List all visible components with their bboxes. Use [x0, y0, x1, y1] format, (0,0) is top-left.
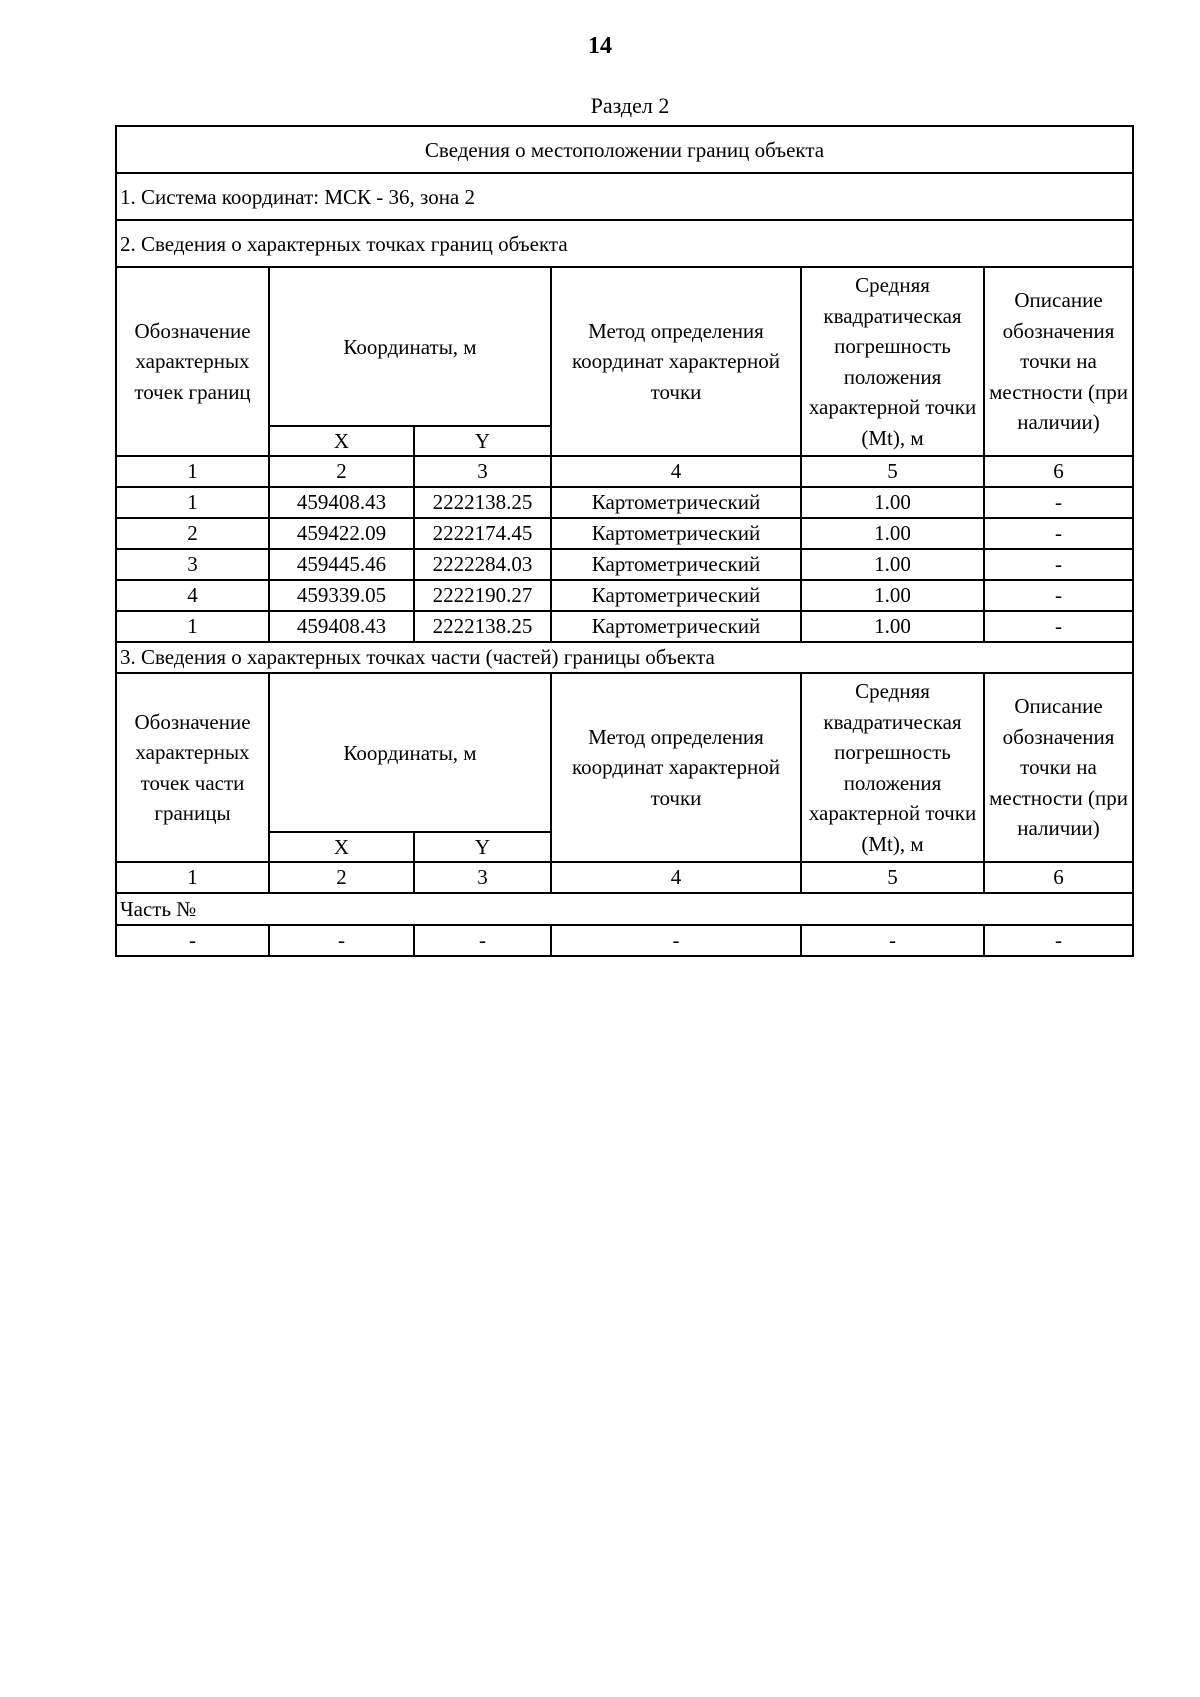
column-number: 2	[269, 862, 414, 893]
point-id: 1	[116, 487, 269, 518]
column-number: 6	[984, 862, 1133, 893]
x-coordinate: 459408.43	[269, 611, 414, 642]
x-coordinate: 459408.43	[269, 487, 414, 518]
column-numbers-row	[116, 456, 1133, 487]
method: Картометрический	[551, 549, 801, 580]
point-id: 4	[116, 580, 269, 611]
part-cell: -	[269, 925, 414, 956]
section2-title: 2. Сведения о характерных точках границ объекта	[116, 220, 1133, 267]
mt-error: 1.00	[801, 487, 984, 518]
part-column-numbers-row	[116, 862, 1133, 893]
point-id: 2	[116, 518, 269, 549]
column-number: 1	[116, 456, 269, 487]
y-coordinate: 2222138.25	[414, 611, 551, 642]
point-description: -	[984, 580, 1133, 611]
column-number: 3	[414, 456, 551, 487]
section3-title: 3. Сведения о характерных точках части (частей) границы объекта	[116, 642, 1133, 673]
page-number: 14	[588, 33, 612, 59]
method: Картометрический	[551, 487, 801, 518]
method: Картометрический	[551, 611, 801, 642]
header-part-designation: Обозначение характерных точек части границы	[116, 673, 269, 862]
point-id: 3	[116, 549, 269, 580]
header-designation: Обозначение характерных точек границ	[116, 267, 269, 456]
table-row	[116, 549, 1133, 580]
header-part-x: X	[269, 832, 414, 862]
y-coordinate: 2222284.03	[414, 549, 551, 580]
part-cell: -	[801, 925, 984, 956]
boundary-table	[115, 125, 1134, 957]
method: Картометрический	[551, 518, 801, 549]
table-row	[116, 518, 1133, 549]
column-number: 5	[801, 456, 984, 487]
part-label: Часть №	[116, 893, 1133, 925]
part-cell: -	[116, 925, 269, 956]
table-title: Сведения о местоположении границ объекта	[116, 126, 1133, 173]
y-coordinate: 2222138.25	[414, 487, 551, 518]
coordinate-system: 1. Система координат: МСК - 36, зона 2	[116, 173, 1133, 220]
table-row	[116, 487, 1133, 518]
header-method: Метод определения координат характерной точки	[551, 267, 801, 456]
header-part-description: Описание обозначения точки на местности (при наличии)	[984, 673, 1133, 862]
header-part-coordinates: Координаты, м	[269, 673, 551, 832]
column-number: 4	[551, 862, 801, 893]
y-coordinate: 2222190.27	[414, 580, 551, 611]
point-description: -	[984, 487, 1133, 518]
table-row	[116, 580, 1133, 611]
table-row	[116, 611, 1133, 642]
x-coordinate: 459422.09	[269, 518, 414, 549]
part-cell: -	[984, 925, 1133, 956]
header-part-method: Метод определения координат характерной точки	[551, 673, 801, 862]
method: Картометрический	[551, 580, 801, 611]
mt-error: 1.00	[801, 549, 984, 580]
point-id: 1	[116, 611, 269, 642]
header-error: Средняя квадратическая погрешность положения характерной точки (Mt), м	[801, 267, 984, 456]
column-number: 1	[116, 862, 269, 893]
header-part-error: Средняя квадратическая погрешность положения характерной точки (Mt), м	[801, 673, 984, 862]
part-cell: -	[414, 925, 551, 956]
point-description: -	[984, 518, 1133, 549]
mt-error: 1.00	[801, 518, 984, 549]
column-number: 5	[801, 862, 984, 893]
part-row	[116, 925, 1133, 956]
header-coordinates: Координаты, м	[269, 267, 551, 426]
column-number: 2	[269, 456, 414, 487]
x-coordinate: 459339.05	[269, 580, 414, 611]
header-part-y: Y	[414, 832, 551, 862]
column-number: 4	[551, 456, 801, 487]
part-cell: -	[551, 925, 801, 956]
mt-error: 1.00	[801, 611, 984, 642]
column-number: 3	[414, 862, 551, 893]
mt-error: 1.00	[801, 580, 984, 611]
y-coordinate: 2222174.45	[414, 518, 551, 549]
point-description: -	[984, 611, 1133, 642]
header-y: Y	[414, 426, 551, 456]
header-x: X	[269, 426, 414, 456]
column-number: 6	[984, 456, 1133, 487]
point-description: -	[984, 549, 1133, 580]
x-coordinate: 459445.46	[269, 549, 414, 580]
header-description: Описание обозначения точки на местности (при наличии)	[984, 267, 1133, 456]
section-label: Раздел 2	[590, 93, 670, 118]
